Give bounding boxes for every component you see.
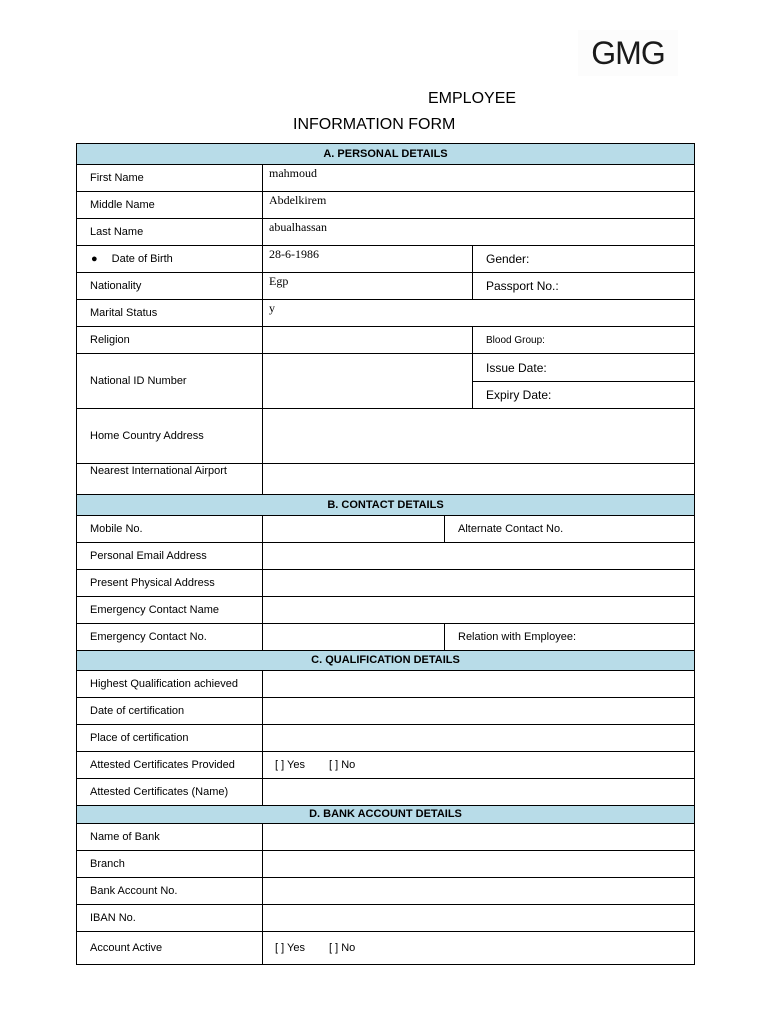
middle-name-value: Abdelkirem bbox=[269, 193, 327, 207]
iban-field[interactable] bbox=[263, 905, 694, 931]
first-name-row bbox=[77, 164, 694, 191]
dob-label: Date of Birth bbox=[111, 253, 173, 265]
first-name-label: First Name bbox=[77, 165, 263, 191]
certification-place-row bbox=[77, 724, 694, 751]
passport-label: Passport No.: bbox=[486, 279, 559, 293]
branch-field[interactable] bbox=[263, 851, 694, 877]
middle-name-row bbox=[77, 191, 694, 218]
account-active-yes-checkbox[interactable]: [ ] Yes bbox=[275, 942, 305, 954]
mobile-label: Mobile No. bbox=[77, 516, 263, 542]
marital-row bbox=[77, 299, 694, 326]
bank-name-label: Name of Bank bbox=[77, 824, 263, 850]
iban-label: IBAN No. bbox=[77, 905, 263, 931]
gender-field[interactable] bbox=[472, 246, 694, 272]
airport-field[interactable] bbox=[263, 464, 694, 494]
national-id-row bbox=[77, 353, 694, 408]
issue-date-field[interactable] bbox=[472, 354, 694, 381]
highest-qualification-label: Highest Qualification achieved bbox=[77, 671, 263, 697]
form-title-line1: EMPLOYEE bbox=[428, 90, 517, 107]
company-logo: GMG bbox=[578, 30, 678, 76]
alternate-contact-field[interactable] bbox=[444, 516, 694, 542]
attested-yes-checkbox[interactable]: [ ] Yes bbox=[275, 759, 305, 771]
middle-name-label: Middle Name bbox=[77, 192, 263, 218]
account-no-row bbox=[77, 877, 694, 904]
religion-row bbox=[77, 326, 694, 353]
home-address-label: Home Country Address bbox=[77, 409, 263, 463]
emergency-name-row bbox=[77, 596, 694, 623]
highest-qualification-field[interactable] bbox=[263, 671, 694, 697]
account-active-row bbox=[77, 931, 694, 964]
physical-address-field[interactable] bbox=[263, 570, 694, 596]
issue-date-label: Issue Date: bbox=[486, 360, 547, 375]
gender-label: Gender: bbox=[486, 252, 530, 266]
last-name-value: abualhassan bbox=[269, 220, 327, 234]
attested-provided-row bbox=[77, 751, 694, 778]
last-name-field[interactable] bbox=[263, 219, 694, 245]
certification-date-row bbox=[77, 697, 694, 724]
bank-name-row bbox=[77, 823, 694, 850]
certification-place-label: Place of certification bbox=[77, 725, 263, 751]
account-active-label: Account Active bbox=[77, 932, 263, 964]
section-header-bank: D. BANK ACCOUNT DETAILS bbox=[77, 805, 694, 823]
highest-qualification-row bbox=[77, 670, 694, 697]
blood-group-field[interactable] bbox=[472, 327, 694, 353]
emergency-no-label: Emergency Contact No. bbox=[77, 624, 263, 650]
attested-provided-field bbox=[263, 752, 694, 778]
employee-form bbox=[76, 143, 695, 965]
attested-name-row bbox=[77, 778, 694, 805]
religion-label: Religion bbox=[77, 327, 263, 353]
certification-date-label: Date of certification bbox=[77, 698, 263, 724]
nationality-value: Egp bbox=[269, 274, 289, 288]
attested-name-field[interactable] bbox=[263, 779, 694, 805]
dob-value: 28-6-1986 bbox=[269, 247, 319, 261]
attested-no-checkbox[interactable]: [ ] No bbox=[328, 759, 356, 771]
national-id-label: National ID Number bbox=[77, 354, 263, 408]
email-label: Personal Email Address bbox=[77, 543, 263, 569]
form-title-line2: INFORMATION FORM bbox=[293, 116, 456, 133]
mobile-row bbox=[77, 515, 694, 542]
first-name-field[interactable] bbox=[263, 165, 694, 191]
email-row bbox=[77, 542, 694, 569]
relation-field[interactable] bbox=[444, 624, 694, 650]
emergency-no-row bbox=[77, 623, 694, 650]
nationality-row bbox=[77, 272, 694, 299]
dob-label-cell bbox=[77, 246, 263, 272]
bank-name-field[interactable] bbox=[263, 824, 694, 850]
branch-row bbox=[77, 850, 694, 877]
physical-address-label: Present Physical Address bbox=[77, 570, 263, 596]
iban-row bbox=[77, 904, 694, 931]
account-active-field bbox=[263, 932, 694, 964]
account-no-field[interactable] bbox=[263, 878, 694, 904]
middle-name-field[interactable] bbox=[263, 192, 694, 218]
section-header-contact: B. CONTACT DETAILS bbox=[77, 494, 694, 515]
last-name-label: Last Name bbox=[77, 219, 263, 245]
branch-label: Branch bbox=[77, 851, 263, 877]
marital-label: Marital Status bbox=[77, 300, 263, 326]
certification-date-field[interactable] bbox=[263, 698, 694, 724]
physical-address-row bbox=[77, 569, 694, 596]
section-header-personal: A. PERSONAL DETAILS bbox=[77, 143, 694, 164]
passport-field[interactable] bbox=[472, 273, 694, 299]
home-address-field[interactable] bbox=[263, 409, 694, 463]
section-header-qualification: C. QUALIFICATION DETAILS bbox=[77, 650, 694, 670]
attested-name-label: Attested Certificates (Name) bbox=[77, 779, 263, 805]
dob-row bbox=[77, 245, 694, 272]
airport-label: Nearest International Airport bbox=[77, 464, 263, 494]
blood-group-label: Blood Group: bbox=[486, 334, 545, 346]
relation-label: Relation with Employee: bbox=[458, 631, 577, 643]
first-name-value: mahmoud bbox=[269, 166, 317, 180]
marital-field[interactable] bbox=[263, 300, 694, 326]
bullet-icon: ● bbox=[91, 253, 98, 265]
alternate-contact-label: Alternate Contact No. bbox=[458, 523, 564, 535]
last-name-row bbox=[77, 218, 694, 245]
email-field[interactable] bbox=[263, 543, 694, 569]
account-no-label: Bank Account No. bbox=[77, 878, 263, 904]
expiry-date-label: Expiry Date: bbox=[486, 388, 552, 402]
account-active-no-checkbox[interactable]: [ ] No bbox=[328, 942, 356, 954]
expiry-date-field[interactable] bbox=[472, 381, 694, 408]
attested-provided-label: Attested Certificates Provided bbox=[77, 752, 263, 778]
emergency-name-label: Emergency Contact Name bbox=[77, 597, 263, 623]
emergency-name-field[interactable] bbox=[263, 597, 694, 623]
airport-row bbox=[77, 463, 694, 494]
certification-place-field[interactable] bbox=[263, 725, 694, 751]
marital-value: y bbox=[269, 301, 275, 315]
home-address-row bbox=[77, 408, 694, 463]
nationality-label: Nationality bbox=[77, 273, 263, 299]
